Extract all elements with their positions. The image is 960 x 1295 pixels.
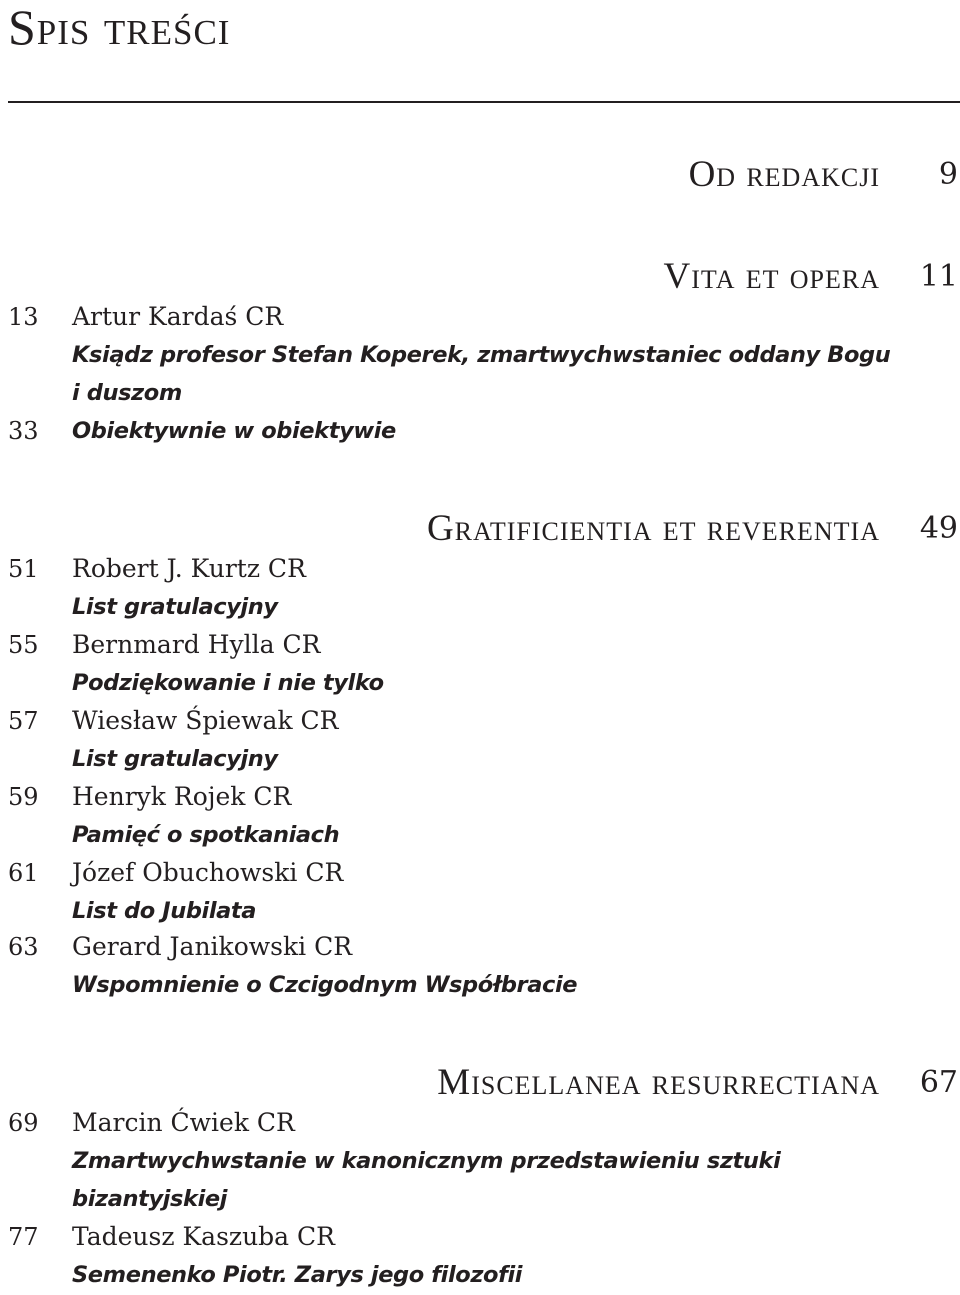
- section-heading-od-redakcji: [0, 154, 960, 196]
- entry-title: Pamięć o spotkaniach: [72, 822, 340, 848]
- section-heading-miscellanea: [0, 1062, 960, 1104]
- entry-page-number: 55: [8, 631, 39, 659]
- entry-page-number: 33: [8, 417, 39, 445]
- entry-title: Ksiądz profesor Stefan Koperek, zmartwychwstaniec oddany Bogu i duszom: [72, 342, 891, 406]
- section-page-number: 9: [938, 157, 958, 192]
- section-page-number: 11: [919, 259, 958, 294]
- entry-title: List gratulacyjny: [72, 594, 278, 620]
- page-title: Spis treści: [8, 0, 231, 55]
- entry-title: List gratulacyjny: [72, 746, 278, 772]
- entry-page-number: 57: [8, 707, 39, 735]
- section-page-number: 49: [919, 511, 958, 546]
- entry-author: Bernmard Hylla CR: [72, 630, 321, 659]
- entry-author: Marcin Ćwiek CR: [72, 1108, 295, 1137]
- section-title: Gratificientia et reverentia: [426, 508, 880, 549]
- entry-author: Józef Obuchowski CR: [72, 858, 344, 887]
- entry-page-number: 69: [8, 1109, 39, 1137]
- entry-page-number: 77: [8, 1223, 39, 1251]
- entry-title: Podziękowanie i nie tylko: [72, 670, 384, 696]
- entry-page-number: 61: [8, 859, 39, 887]
- section-title: Vita et opera: [663, 256, 880, 297]
- entry-page-number: 51: [8, 555, 39, 583]
- entry-author: Wiesław Śpiewak CR: [72, 706, 339, 735]
- section-heading-vita-et-opera: [0, 256, 960, 298]
- entry-author: Tadeusz Kaszuba CR: [72, 1222, 335, 1251]
- entry-author: Robert J. Kurtz CR: [72, 554, 306, 583]
- section-page-number: 67: [919, 1065, 958, 1100]
- section-title: Miscellanea resurrectiana: [437, 1062, 880, 1103]
- entry-title: Semenenko Piotr. Zarys jego filozofii: [72, 1262, 523, 1288]
- entry-author: Henryk Rojek CR: [72, 782, 292, 811]
- entry-title: Zmartwychwstanie w kanonicznym przedstawieniu sztuki bizantyjskiej: [72, 1148, 781, 1212]
- entry-page-number: 13: [8, 303, 39, 331]
- entry-page-number: 59: [8, 783, 39, 811]
- entry-title: Wspomnienie o Czcigodnym Współbracie: [72, 972, 578, 998]
- entry-title: List do Jubilata: [72, 898, 257, 924]
- entry-author: Artur Kardaś CR: [72, 302, 284, 331]
- entry-author: Gerard Janikowski CR: [72, 932, 353, 961]
- section-heading-gratificientia: [0, 508, 960, 550]
- section-title: Od redakcji: [688, 154, 880, 195]
- title-divider: [8, 101, 960, 103]
- entry-page-number: 63: [8, 933, 39, 961]
- entry-title: Obiektywnie w obiektywie: [72, 418, 396, 444]
